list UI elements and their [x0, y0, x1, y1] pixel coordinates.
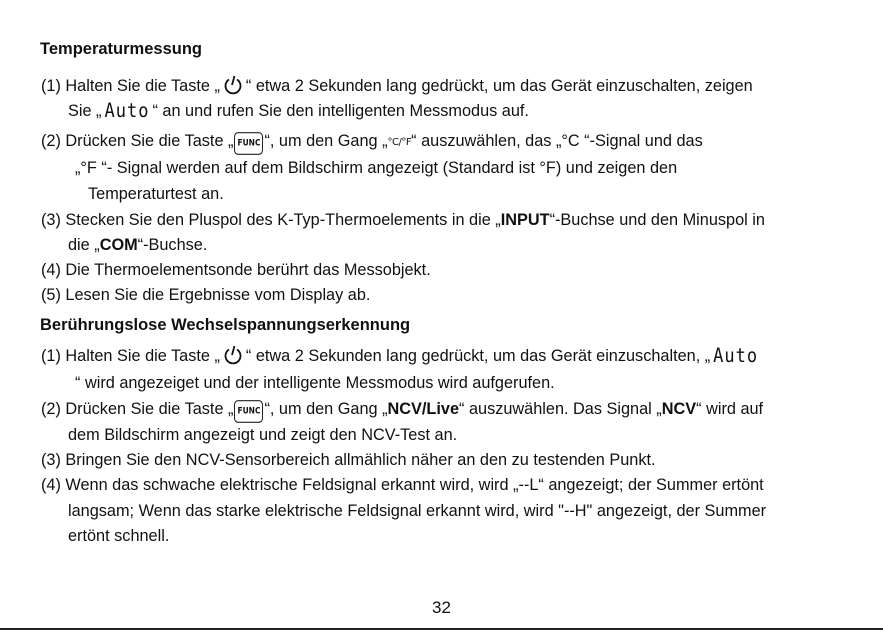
power-icon [222, 345, 244, 365]
temp-step-4: (4) Die Thermoelementsonde berührt das Messobjekt. [41, 261, 431, 279]
power-icon [222, 75, 244, 95]
temp-step-2-line-3: Temperaturtest an. [88, 185, 224, 203]
func-button-icon: FUNC [234, 132, 263, 155]
ncv-step-1-line-1: (1) Halten Sie die Taste „ “ etwa 2 Sekunden lang gedrückt, um das Gerät einzuschalten, „ Auto [41, 345, 761, 366]
temp-step-1-line-1: (1) Halten Sie die Taste „ “ etwa 2 Sekunden lang gedrückt, um das Gerät einzuschalten, zeigen [41, 77, 753, 95]
celsius-fahrenheit-icon: °C/°F [387, 137, 412, 148]
bottom-rule [0, 628, 883, 630]
lcd-auto-display: Auto [713, 344, 759, 368]
temp-step-3-line-1: (3) Stecken Sie den Pluspol des K-Typ-Thermoelements in die „INPUT“-Buchse und den Minuspol in [41, 211, 765, 229]
temp-step-2-line-1: (2) Drücken Sie die Taste „ FUNC “, um den Gang „°C/°F“ auszuwählen, das „°C “-Signal und das [41, 131, 703, 153]
temp-step-5: (5) Lesen Sie die Ergebnisse vom Display ab. [41, 286, 371, 304]
lcd-auto-display: Auto [104, 99, 150, 123]
ncv-step-1-line-2: “ wird angezeiget und der intelligente Messmodus wird aufgerufen. [75, 374, 555, 392]
temp-step-3-line-2: die „COM“-Buchse. [68, 236, 208, 254]
temp-step-2-line-2: „°F “- Signal werden auf dem Bildschirm angezeigt (Standard ist °F) und zeigen den [75, 159, 678, 177]
ncv-step-4-line-3: ertönt schnell. [68, 527, 170, 545]
section-heading-temperature: Temperaturmessung [40, 40, 202, 58]
ncv-step-4-line-1: (4) Wenn das schwache elektrische Feldsignal erkannt wird, wird „--L“ angezeigt; der Summer ertönt [41, 476, 764, 494]
section-heading-ncv: Berührungslose Wechselspannungserkennung [40, 316, 411, 334]
ncv-step-3: (3) Bringen Sie den NCV-Sensorbereich allmählich näher an den zu testenden Punkt. [41, 451, 656, 469]
page-number: 32 [432, 598, 451, 617]
ncv-step-2-line-1: (2) Drücken Sie die Taste „ FUNC “, um den Gang „NCV/Live“ auszuwählen. Das Signal „NCV“ wird auf [41, 399, 763, 421]
func-button-icon: FUNC [234, 400, 263, 423]
ncv-step-4-line-2: langsam; Wenn das starke elektrische Feldsignal erkannt wird, wird "--H" angezeigt, der Summer [68, 502, 767, 520]
ncv-step-2-line-2: dem Bildschirm angezeigt und zeigt den NCV-Test an. [68, 426, 458, 444]
temp-step-1-line-2: Sie „ Auto “ an und rufen Sie den intelligenten Messmodus auf. [68, 99, 529, 123]
